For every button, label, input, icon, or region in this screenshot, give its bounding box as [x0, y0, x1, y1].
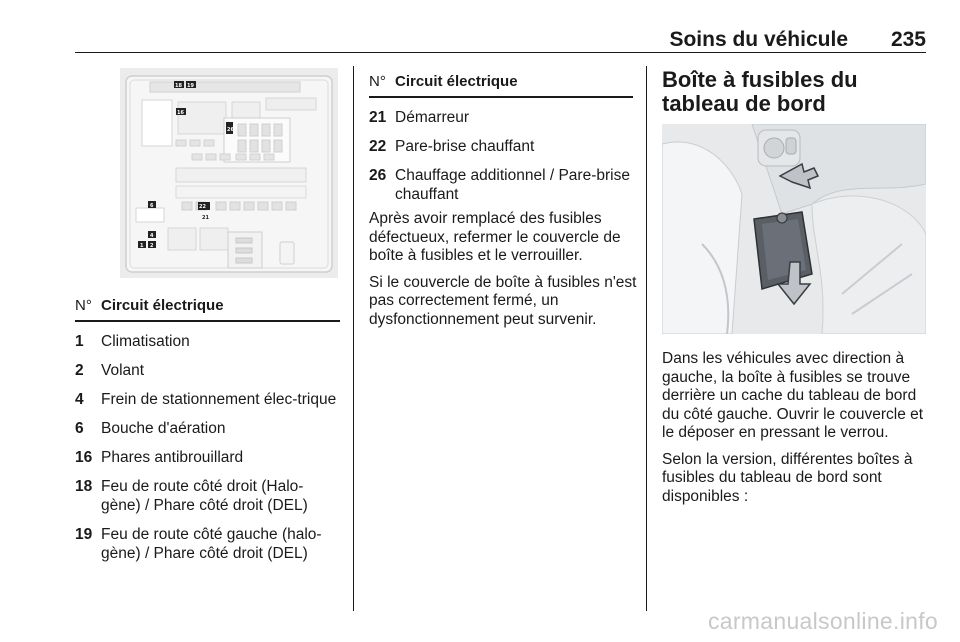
fuse-label: 26 [227, 127, 234, 133]
table-row [75, 409, 340, 438]
fuse-label: 1 [140, 243, 144, 249]
circuit-number: 21 [369, 109, 387, 126]
column-header-circuit: Circuit électrique [101, 297, 224, 314]
fusebox-diagram [120, 68, 338, 278]
column-header-number: N° [369, 73, 386, 90]
table-row [369, 98, 633, 127]
paragraph: Si le couvercle de boîte à fusibles n'est pas correctement fermé, un dysfonctionnement peut survenir. [369, 273, 637, 328]
page-number: 235 [890, 28, 926, 51]
watermark: carmanualsonline.info [707, 608, 938, 634]
fuse-label: 22 [199, 204, 206, 210]
column-header-number: N° [75, 297, 92, 314]
fuse-label: 2 [150, 243, 154, 249]
fusebox-drawing [120, 68, 338, 278]
table-row [369, 156, 633, 204]
fuse-label: 6 [150, 203, 154, 209]
circuit-number: 19 [75, 526, 93, 543]
paragraph: Après avoir remplacé des fusibles défectueux, refermer le couvercle de boîte à fusibles et le verrouiller. [369, 210, 621, 264]
table-row [75, 322, 340, 351]
circuit-number: 16 [75, 449, 93, 466]
right-paragraphs [662, 350, 930, 514]
fuse-label: 4 [150, 233, 154, 239]
circuit-description: Démarreur [395, 109, 470, 126]
circuit-description: Volant [101, 362, 145, 379]
section-heading: Boîte à fusibles du tableau de bord [662, 67, 858, 116]
circuit-number: 4 [75, 391, 84, 408]
circuit-description: Climatisation [101, 333, 190, 350]
page-header [75, 28, 926, 50]
column-header-circuit: Circuit électrique [395, 73, 518, 90]
header-rule [75, 52, 926, 53]
paragraph: Dans les véhicules avec direction à gauche, la boîte à fusibles se trouve derrière un cache du tableau de bord du côté gauche. Ouvrir le couvercle et le déposer en pressant le verrou. [662, 350, 924, 441]
dashboard-drawing [662, 124, 926, 334]
circuit-description: Feu de route côté droit (Halo-gène) / Phare côté droit (DEL) [101, 478, 308, 514]
table-row [75, 467, 340, 515]
fuse-label: 16 [177, 110, 184, 116]
paragraph: Selon la version, différentes boîtes à fusibles du tableau de bord sont disponibles : [662, 450, 913, 505]
circuit-number: 22 [369, 138, 387, 155]
column-divider-left [353, 66, 354, 611]
circuit-description: Phares antibrouillard [101, 449, 244, 466]
fuse-label: 18 [175, 83, 182, 89]
column-divider-right [646, 66, 647, 611]
table-header [75, 296, 340, 322]
dashboard-fusebox-photo [662, 124, 926, 334]
table-row [369, 127, 633, 156]
circuit-number: 1 [75, 333, 84, 350]
table-header [369, 72, 633, 98]
circuit-description: Frein de stationnement élec-trique [101, 391, 337, 408]
circuit-number: 18 [75, 478, 93, 495]
circuit-description: Chauffage additionnel / Pare-brise chauffant [395, 167, 630, 203]
circuit-number: 26 [369, 167, 387, 184]
circuit-description: Bouche d'aération [101, 420, 226, 437]
fuse-label: 19 [187, 83, 194, 89]
circuit-description: Pare-brise chauffant [395, 138, 535, 155]
circuit-table-middle [369, 72, 633, 204]
circuit-number: 2 [75, 362, 84, 379]
middle-paragraphs [369, 210, 637, 337]
chapter-title: Soins du véhicule [669, 28, 848, 51]
table-row [75, 515, 340, 563]
table-row [75, 380, 340, 409]
table-row [75, 351, 340, 380]
table-row [75, 438, 340, 467]
circuit-description: Feu de route côté gauche (halo-gène) / Phare côté droit (DEL) [101, 526, 322, 562]
circuit-number: 6 [75, 420, 84, 437]
fuse-label: 21 [202, 215, 209, 221]
circuit-table-left [75, 296, 340, 563]
